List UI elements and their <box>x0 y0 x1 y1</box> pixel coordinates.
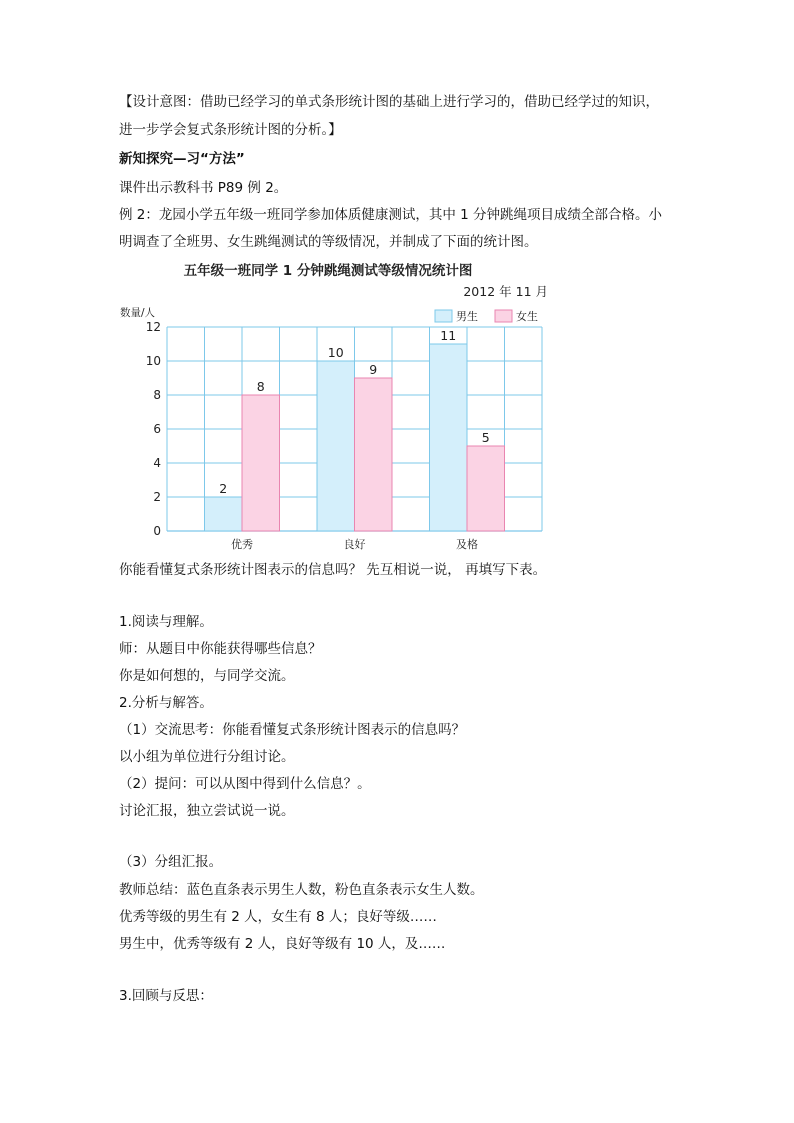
summary-detail-2: 男生中，优秀等级有 2 人，良好等级有 10 人，及…… <box>119 936 446 952</box>
legend-swatch-girls <box>495 310 512 322</box>
step-1-teacher-question: 师：从题目中你能获得哪些信息？ <box>119 641 322 657</box>
example-line-1: 例 2：龙园小学五年级一班同学参加体质健康测试，其中 1 分钟跳绳项目成绩全部合格。小 <box>119 207 663 223</box>
y-tick-label-12: 12 <box>145 320 161 334</box>
step-2-sub-1-note: 以小组为单位进行分组讨论。 <box>119 749 295 765</box>
section-heading: 新知探究—习“方法” <box>119 151 245 167</box>
y-tick-label-2: 2 <box>153 490 161 504</box>
legend-swatch-boys <box>435 310 452 322</box>
step-3-title: 3.回顾与反思： <box>119 988 213 1004</box>
bar-boys-0 <box>205 497 243 531</box>
x-tick-label-0: 优秀 <box>231 538 253 551</box>
design-intent-line-1: 【设计意图：借助已经学习的单式条形统计图的基础上进行学习的，借助已经学过的知识， <box>119 94 659 110</box>
x-tick-label-2: 及格 <box>456 538 478 551</box>
legend <box>435 309 538 323</box>
step-1-title: 1.阅读与理解。 <box>119 614 213 630</box>
y-axis-label: 数量/人 <box>120 307 156 319</box>
bar-girls-2 <box>467 446 505 531</box>
legend-label-girls: 女生 <box>516 310 538 323</box>
summary-detail-1: 优秀等级的男生有 2 人，女生有 8 人；良好等级…… <box>119 909 437 925</box>
chart-question: 你能看懂复式条形统计图表示的信息吗？ 先互相说一说， 再填写下表。 <box>119 562 547 578</box>
y-tick-label-4: 4 <box>153 456 161 470</box>
design-intent-line-2: 进一步学会复式条形统计图的分析。】 <box>119 122 342 138</box>
x-tick-label-1: 良好 <box>343 538 366 551</box>
data-label-boys-2: 11 <box>440 328 457 343</box>
bar-boys-2 <box>430 344 468 531</box>
y-tick-label-8: 8 <box>153 388 161 402</box>
data-label-boys-1: 10 <box>327 345 344 360</box>
courseware-note: 课件出示教科书 P89 例 2。 <box>119 180 288 196</box>
legend-label-boys: 男生 <box>456 310 478 323</box>
y-tick-label-0: 0 <box>153 524 161 538</box>
bar-girls-0 <box>242 395 280 531</box>
step-2-sub-3: （3）分组汇报。 <box>119 854 223 870</box>
step-1-followup: 你是如何想的，与同学交流。 <box>119 668 295 684</box>
example-line-2: 明调查了全班男、女生跳绳测试的等级情况，并制成了下面的统计图。 <box>119 234 538 250</box>
y-tick-label-10: 10 <box>145 354 161 368</box>
data-label-girls-2: 5 <box>481 430 490 445</box>
step-2-sub-2: （2）提问：可以从图中得到什么信息？。 <box>119 776 371 792</box>
data-label-girls-1: 9 <box>369 362 378 377</box>
bar-girls-1 <box>355 378 393 531</box>
bars <box>205 344 505 531</box>
chart-subtitle: 2012 年 11 月 <box>463 284 548 299</box>
step-2-sub-1: （1）交流思考：你能看懂复式条形统计图表示的信息吗？ <box>119 722 466 738</box>
data-label-boys-0: 2 <box>219 481 228 496</box>
step-2-title: 2.分析与解答。 <box>119 695 213 711</box>
chart-title: 五年级一班同学 1 分钟跳绳测试等级情况统计图 <box>183 263 473 279</box>
teacher-summary: 教师总结：蓝色直条表示男生人数，粉色直条表示女生人数。 <box>119 882 484 898</box>
y-tick-label-6: 6 <box>153 422 161 436</box>
bar-boys-1 <box>317 361 355 531</box>
data-label-girls-0: 8 <box>256 379 265 394</box>
step-2-sub-2-note: 讨论汇报，独立尝试说一说。 <box>119 803 295 819</box>
grouped-bar-chart <box>110 258 570 558</box>
